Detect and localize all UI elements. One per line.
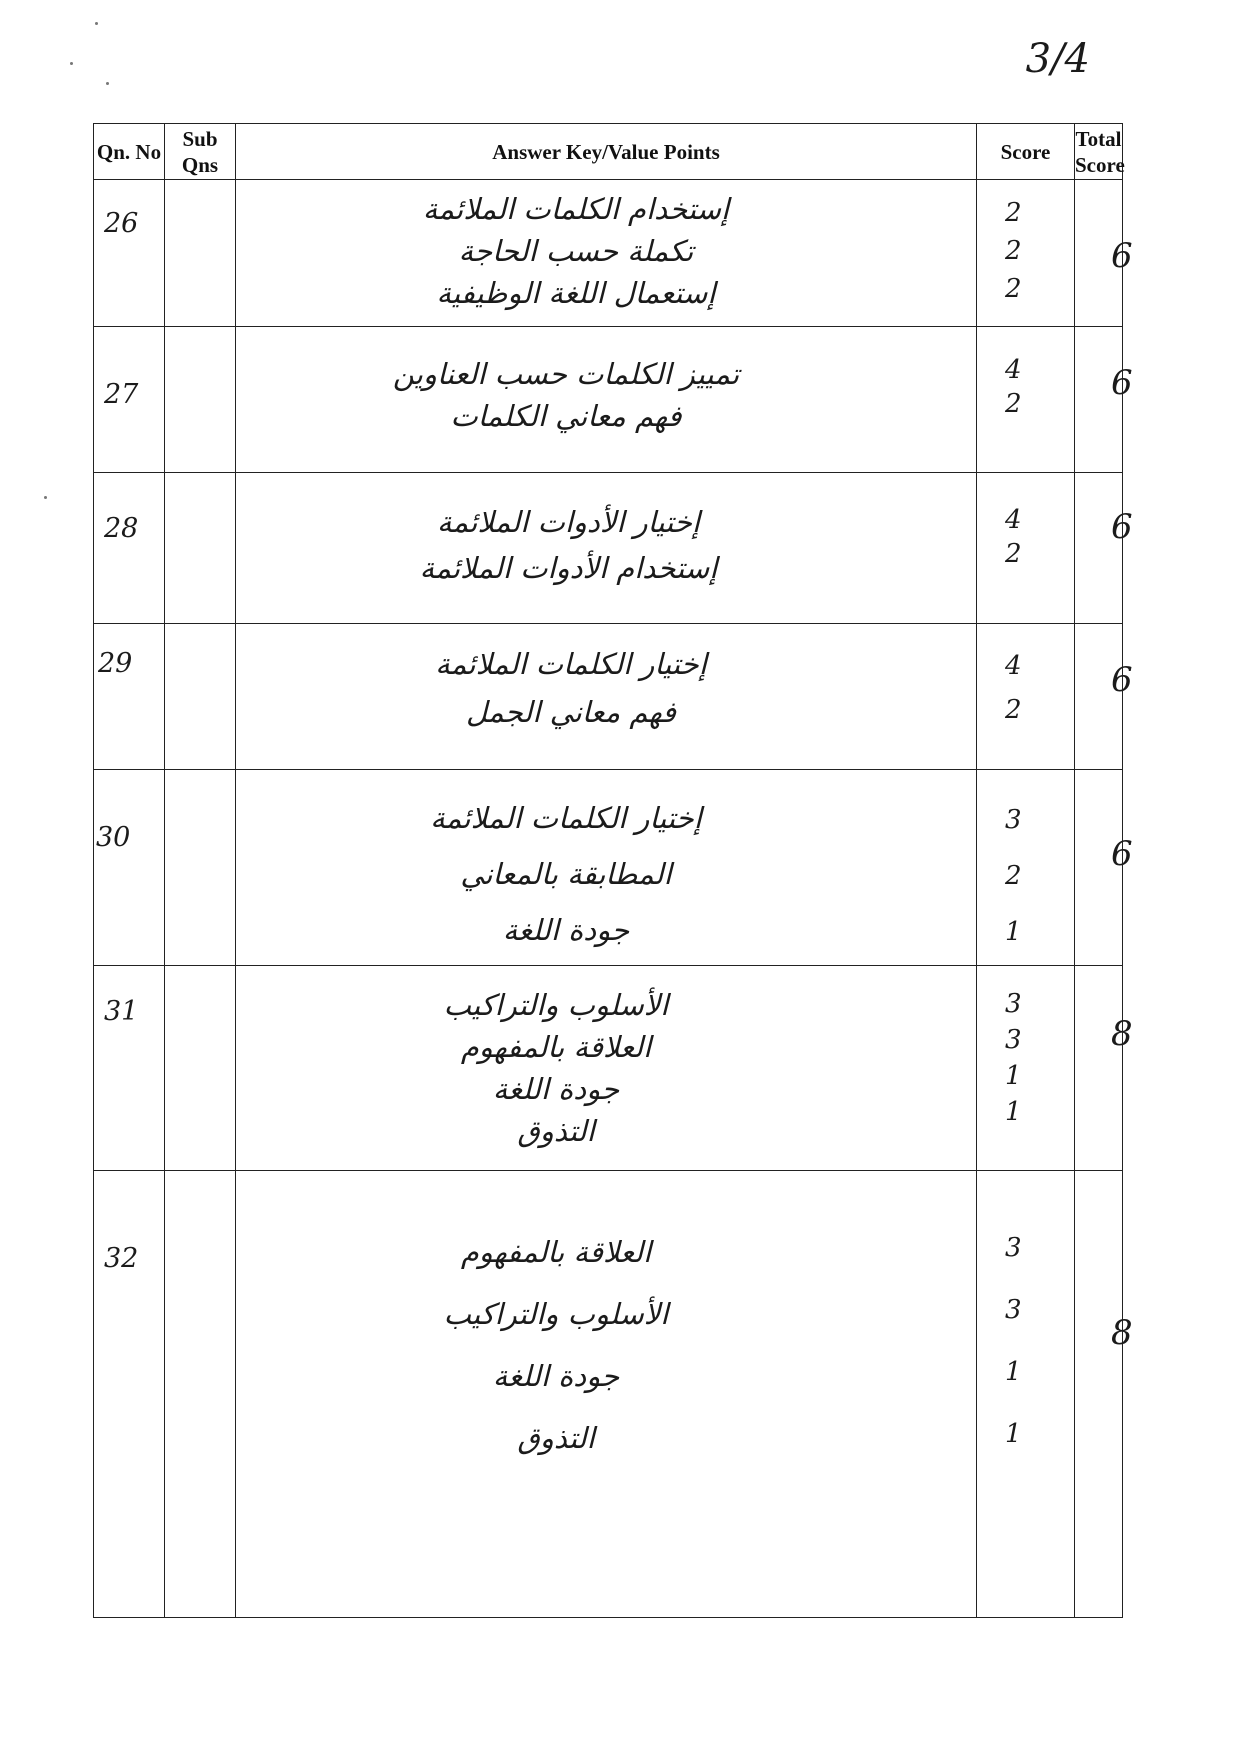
- total-score-cell: [1075, 1171, 1133, 1618]
- scan-speck: [95, 22, 98, 25]
- value-points-cell: [236, 327, 977, 473]
- sub-qn-cell: [165, 624, 236, 770]
- page-number: 3/4: [1025, 36, 1090, 82]
- qn-cell: [94, 180, 165, 327]
- total-score-cell: [1075, 770, 1133, 966]
- table-row: [94, 966, 1123, 1171]
- header-answer-key: Answer Key/Value Points: [236, 124, 977, 180]
- question-number: 32: [104, 1243, 139, 1274]
- score-value: 4: [1005, 355, 1022, 385]
- score-value: 2: [1005, 236, 1022, 266]
- question-number: 27: [104, 379, 139, 410]
- score-value: 3: [1005, 1295, 1022, 1325]
- table-row: [94, 473, 1123, 624]
- score-value: 2: [1005, 539, 1022, 569]
- qn-cell: [94, 770, 165, 966]
- score-value: 3: [1005, 1233, 1022, 1263]
- question-number: 30: [96, 822, 131, 853]
- scan-speck: [44, 496, 47, 499]
- score-value: 4: [1005, 505, 1022, 535]
- value-points-cell: [236, 180, 977, 327]
- value-point: العلاقة بالمفهوم: [460, 1235, 652, 1269]
- score-value: 1: [1005, 1097, 1022, 1127]
- score-value: 1: [1005, 1357, 1022, 1387]
- value-point: الأسلوب والتراكيب: [443, 1297, 669, 1331]
- value-point: فهم معاني الكلمات: [450, 399, 682, 433]
- scan-speck: [106, 82, 109, 85]
- value-points-cell: [236, 1171, 977, 1618]
- score-cell: [977, 473, 1075, 624]
- total-score-value: 6: [1111, 363, 1133, 403]
- value-points-cell: [236, 966, 977, 1171]
- table-row: [94, 327, 1123, 473]
- qn-cell: [94, 624, 165, 770]
- qn-cell: [94, 327, 165, 473]
- table-row: [94, 180, 1123, 327]
- header-score: Score: [977, 124, 1075, 180]
- value-point: تمييز الكلمات حسب العناوين: [392, 357, 740, 391]
- sub-qn-cell: [165, 1171, 236, 1618]
- total-score-value: 6: [1111, 236, 1133, 276]
- table-row: [94, 770, 1123, 966]
- value-points-cell: [236, 473, 977, 624]
- header-total-score: Total Score: [1075, 124, 1123, 180]
- sub-qn-cell: [165, 966, 236, 1171]
- question-number: 29: [98, 648, 133, 679]
- value-point: العلاقة بالمفهوم: [460, 1030, 652, 1064]
- sub-qn-cell: [165, 180, 236, 327]
- header-qn-no: Qn. No: [94, 124, 165, 180]
- value-points-cell: [236, 770, 977, 966]
- score-value: 3: [1005, 989, 1022, 1019]
- score-value: 1: [1005, 917, 1022, 947]
- total-score-cell: [1075, 966, 1133, 1171]
- scan-speck: [70, 62, 73, 65]
- value-points-cell: [236, 624, 977, 770]
- value-point: جودة اللغة: [492, 1072, 620, 1106]
- score-cell: [977, 624, 1075, 770]
- score-cell: [977, 180, 1075, 327]
- value-point: إختيار الأدوات الملائمة: [437, 505, 700, 539]
- score-value: 2: [1005, 274, 1022, 304]
- total-score-cell: [1075, 327, 1133, 473]
- score-value: 1: [1005, 1419, 1022, 1449]
- score-cell: [977, 1171, 1075, 1618]
- value-point: تكملة حسب الحاجة: [458, 234, 694, 268]
- header-sub-qns: Sub Qns: [165, 124, 236, 180]
- value-point: إستخدام الكلمات الملائمة: [422, 192, 730, 226]
- score-cell: [977, 327, 1075, 473]
- value-point: التذوق: [517, 1421, 595, 1455]
- question-number: 31: [104, 996, 139, 1027]
- total-score-cell: [1075, 624, 1133, 770]
- question-number: 26: [104, 208, 139, 239]
- value-point: إختيار الكلمات الملائمة: [430, 801, 702, 835]
- score-cell: [977, 770, 1075, 966]
- table-row: [94, 1171, 1123, 1618]
- value-point: إختيار الكلمات الملائمة: [435, 647, 707, 681]
- total-score-cell: [1075, 180, 1133, 327]
- total-score-value: 8: [1111, 1313, 1133, 1353]
- value-point: الأسلوب والتراكيب: [443, 988, 669, 1022]
- score-value: 3: [1005, 805, 1022, 835]
- answer-key-table: [93, 123, 1133, 1618]
- value-point: جودة اللغة: [502, 913, 630, 947]
- score-value: 1: [1005, 1061, 1022, 1091]
- total-score-cell: [1075, 473, 1133, 624]
- qn-cell: [94, 966, 165, 1171]
- score-cell: [977, 966, 1075, 1171]
- value-point: المطابقة بالمعاني: [460, 857, 672, 891]
- table-header-row: [94, 124, 1123, 180]
- value-point: إستخدام الأدوات الملائمة: [419, 551, 718, 585]
- value-point: جودة اللغة: [492, 1359, 620, 1393]
- qn-cell: [94, 1171, 165, 1618]
- total-score-value: 6: [1111, 834, 1133, 874]
- value-point: فهم معاني الجمل: [466, 695, 676, 729]
- total-score-value: 8: [1111, 1014, 1133, 1054]
- score-value: 2: [1005, 198, 1022, 228]
- question-number: 28: [104, 513, 139, 544]
- total-score-value: 6: [1111, 660, 1133, 700]
- value-point: التذوق: [517, 1114, 595, 1148]
- qn-cell: [94, 473, 165, 624]
- score-value: 2: [1005, 861, 1022, 891]
- table-row: [94, 624, 1123, 770]
- sub-qn-cell: [165, 770, 236, 966]
- score-value: 3: [1005, 1025, 1022, 1055]
- value-point: إستعمال اللغة الوظيفية: [436, 276, 716, 310]
- score-value: 2: [1005, 389, 1022, 419]
- score-value: 2: [1005, 695, 1022, 725]
- total-score-value: 6: [1111, 507, 1133, 547]
- sub-qn-cell: [165, 473, 236, 624]
- sub-qn-cell: [165, 327, 236, 473]
- score-value: 4: [1005, 651, 1022, 681]
